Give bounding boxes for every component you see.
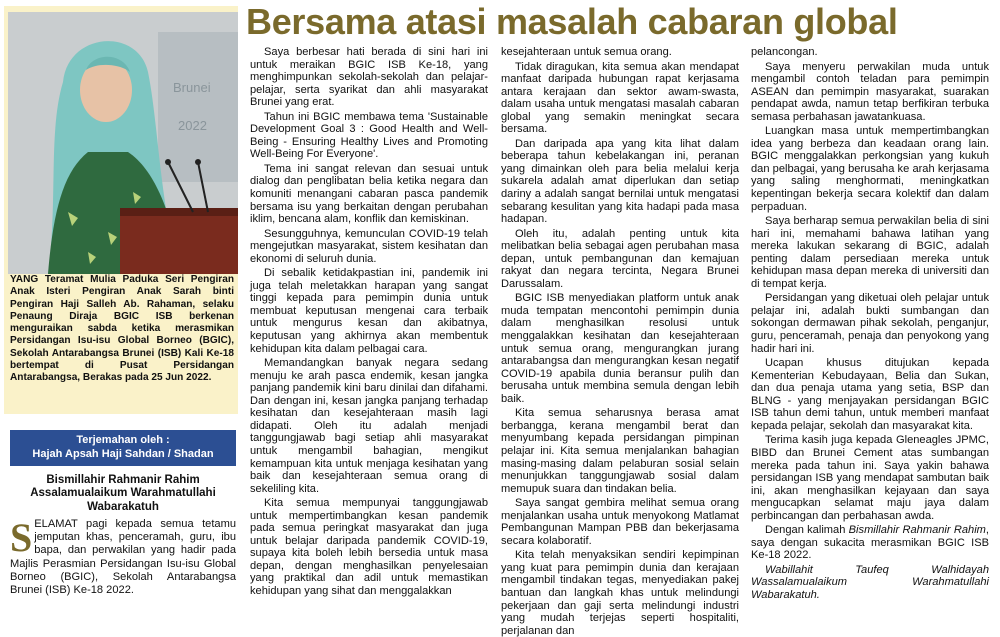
left-column	[4, 4, 238, 602]
closing-italic: Bismillahir Rahmanir Rahim	[848, 524, 986, 537]
signoff-word: Taufeq	[855, 563, 889, 576]
paragraph: Kita semua seharusnya berasa amat berbangga, kerana mengambil berat dan menyumbang kepada persidangan pimpinan pelajar ini. Kita semua menjalankan bahagian masing-masing dalam pelaburan sosial selain menunjukkan tanggungjawab sosial dalam memupuk suara dan tindakan belia.	[501, 407, 739, 495]
signoff-line-2	[751, 576, 989, 589]
paragraph: Oleh itu, adalah penting untuk kita melibatkan belia sebagai agen perubahan masa depan, untuk pembangunan dan kemajuan rakyat dan negara tercinta, Negara Brunei Darussalam.	[501, 227, 739, 290]
closing-post: , saya dengan sukacita merasmikan BGIC ISB Ke-18 2022.	[751, 524, 989, 562]
translator-label: Terjemahan oleh :	[76, 434, 170, 446]
paragraph: Ucapan khusus ditujukan kepada Kementerian Kebudayaan, Belia dan Sukan, dan dua penaja utama yang setia, BSP dan BLNG - yang menjayakan persidangan BGIC ISB tahun demi tahun, untuk memberi manfaat kepada pelajar, sekolah dan masyarakat kita.	[751, 357, 989, 432]
paragraph: Saya menyeru perwakilan muda untuk mengambil contoh teladan para pemimpin ASEAN dan pemimpin masyarakat, suarakan pendapat awda, namun tetap berfikiran terbuka semasa perbahasan jawatankuasa.	[751, 60, 989, 123]
opening-greeting	[10, 474, 236, 514]
paragraph: Tidak diragukan, kita semua akan mendapat manfaat daripada hubungan rapat kerjasama antara kerajaan dan sektor awam-swasta, dalam usaha untuk mengatasi masalah cabaran global yang semakin meningkat secara bersama.	[501, 60, 739, 136]
signoff-word: Warahmatullahi	[912, 576, 989, 589]
intro-paragraph	[10, 515, 236, 597]
paragraph: Dan daripada apa yang kita lihat dalam beberapa tahun kebelakangan ini, peranan yang dimainkan oleh para belia melalui kerja sukarela adalah amat diperlukan dan setiap dariny a adalah sangat bernilai untuk mengatasi sebarang kesulitan yang kita hadapi pada masa hadapan.	[501, 137, 739, 226]
signoff-line-3: Wabarakatuh.	[751, 588, 820, 601]
paragraph: Kita telah menyaksikan sendiri kepimpinan yang kuat para pemimpin dunia dan kerajaan mengambil tindakan tegas, menyediakan pakej bantuan dan langkah khas untuk melindungi pekerjaan dan gaji serta melindungi industri yang mudah terjejas seperti hospitaliti, perjalanan dan	[501, 549, 739, 637]
paragraph: Memandangkan banyak negara sedang menuju ke arah pasca endemik, kesan jangka panjang pandemik kini baru dinilai dan difahami. Dan dengan ini, kesan jangka panjang terhadap kesihatan dan kesejahteraan masih lagi didapati. Oleh itu adalah menjadi tanggungjawab bagi setiap ahli masyarakat untuk mengambil bahagian, mengikut kemampuan kita untuk menjaga kesihatan yang baik dan kesejahteraan semua orang di sekeliling kita.	[250, 357, 488, 495]
dropcap: S	[10, 515, 33, 560]
closing-paragraph	[751, 524, 989, 562]
article-column-3	[501, 46, 739, 637]
paragraph: Di sebalik ketidakpastian ini, pandemik ini juga telah meletakkan harapan yang sangat tinggi kepada para pemimpin dunia untuk membuat keputusan mengenai cara terbaik untuk mengurus kesan dan akibatnya, keputusan yang akhirnya akan membentuk kehidupan kita dalam pelbagai cara.	[250, 267, 488, 355]
intro-text: ELAMAT pagi kepada semua tetamu jemputan khas, penceramah, guru, ibu bapa, dan perwakilan yang hadir pada Majlis Perasmian Persidangan Isu-isu Global Borneo (BGIC), Sekolah Antarabangsa Brunei (ISB) Ke-18 2022.	[10, 518, 236, 597]
signoff-word: Walhidayah	[931, 563, 989, 576]
translator-bar	[10, 430, 236, 466]
paragraph: Luangkan masa untuk mempertimbangkan idea yang berbeza dan keadaan orang lain. BGIC menggalakkan perkongsian yang kukuh dan pelbagai, yang berusaha ke arah kerjasama yang saling menghormati, meningkatkan kepentingan bekerja secara kolektif dan dalam perpaduan.	[751, 125, 989, 213]
paragraph: Tema ini sangat relevan dan sesuai untuk dialog dan penglibatan belia ketika negara dan komuniti menangani cabaran pasca pandemik bersama isu yang berkaitan dengan perubahan iklim, bencana alam, konflik dan kemiskinan.	[250, 162, 488, 226]
greeting-line-1: Bismillahir Rahmanir Rahim	[46, 474, 200, 486]
svg-text:2022: 2022	[178, 118, 207, 133]
paragraph: Saya sangat gembira melihat semua orang menjalankan usaha untuk menyokong Matlamat Pembangunan Mampan PBB dan bekerjasama secara kolaboratif.	[501, 497, 739, 547]
paragraph: Saya berharap semua perwakilan belia di sini hari ini, memahami bahawa latihan yang mereka lakukan sekarang di BGIC, adalah penting dalam persediaan mereka untuk kehidupan masa depan mereka di universiti dan di tempat kerja.	[751, 215, 989, 290]
paragraph: pelancongan.	[751, 46, 818, 58]
greeting-line-2: Assalamualaikum Warahmatullahi	[30, 487, 216, 500]
paragraph: Terima kasih juga kepada Gleneagles JPMC, BIBD dan Brunei Cement atas sumbangan mereka pada tahun ini. Saya yakin bahawa persidangan ISB yang mendapat sambutan baik ini, akan menghasilkan kejayaan dan saya mengucapkan selamat maju jaya dalam perbincangan dan perbahasan awda.	[751, 434, 989, 522]
photo-caption: YANG Teramat Mulia Paduka Seri Pengiran Anak Isteri Pengiran Anak Sarah binti Pengiran Haji Salleh Ab. Rahaman, selaku Penaung Diraja BGIC ISB berkenan menguraikan sabda ketika merasmikan Persidangan Isu-isu Global Borneo (BGIC), Sekolah Antarabangsa Brunei (ISB) Kali Ke-18 bertempat di Pusat Persidangan Antarabangsa, Berakas pada 25 Jun 2022.	[10, 274, 234, 384]
greeting-line-3: Wabarakatuh	[87, 500, 159, 513]
speaker-photo-art	[8, 12, 238, 274]
article-column-4	[751, 46, 989, 602]
closing-pre: Dengan kalimah	[765, 524, 849, 537]
paragraph: BGIC ISB menyediakan platform untuk anak muda tempatan mencontohi pemimpin dunia dalam menghasilkan resolusi untuk menggalakkan kesihatan dan kesejahteraan untuk semua orang, mengurangkan jurang antarabangsa dan mengurangkan kesan negatif COVID-19 apabila dunia beransur pulih dan berusaha untuk membina semula dengan lebih baik.	[501, 292, 739, 405]
paragraph: Persidangan yang diketuai oleh pelajar untuk pelajar ini, adalah bukti sumbangan dan sokongan dermawan pihak sekolah, penganjur, guru, penceramah, penaja dan penyokong yang hadir hari ini.	[751, 292, 989, 355]
paragraph: Kita semua mempunyai tanggungjawab untuk mempertimbangkan kesan pandemik pada semua peringkat masyarakat dan juga untuk belajar daripada pandemik COVID-19, supaya kita boleh lebih bersedia untuk masa depan, dengan menghasilkan penyelesaian yang praktikal dan adil untuk memastikan kehidupan yang sihat dan menggalakkan	[250, 497, 488, 597]
speaker-photo	[8, 12, 238, 274]
svg-text:Brunei: Brunei	[173, 80, 211, 95]
paragraph: kesejahteraan untuk semua orang.	[501, 46, 672, 58]
translator-name: Hajah Apsah Haji Sahdan / Shadan	[32, 448, 214, 460]
signoff-word: Wabillahit	[765, 563, 813, 576]
paragraph: Sesungguhnya, kemunculan COVID-19 telah mengejutkan masyarakat, sistem kesihatan dan ekonomi di seluruh dunia.	[250, 227, 488, 265]
headline: Bersama atasi masalah cabaran global	[246, 1, 898, 42]
signoff-word: Wassalamualaikum	[751, 576, 847, 589]
paragraph: Saya berbesar hati berada di sini hari ini untuk meraikan BGIC ISB Ke-18, yang menghimpunkan sekolah-sekolah dan pelajar-pelajar, serta syarikat dan ahli masyarakat Brunei yang erat.	[250, 46, 488, 109]
paragraph: Tahun ini BGIC membawa tema 'Sustainable Development Goal 3 : Good Health and Well-Being - Ensuring Healthy Lives and Promoting Well-Being For Everyone'.	[250, 110, 488, 161]
article-column-2	[250, 46, 488, 602]
signoff-line-1	[751, 564, 989, 577]
